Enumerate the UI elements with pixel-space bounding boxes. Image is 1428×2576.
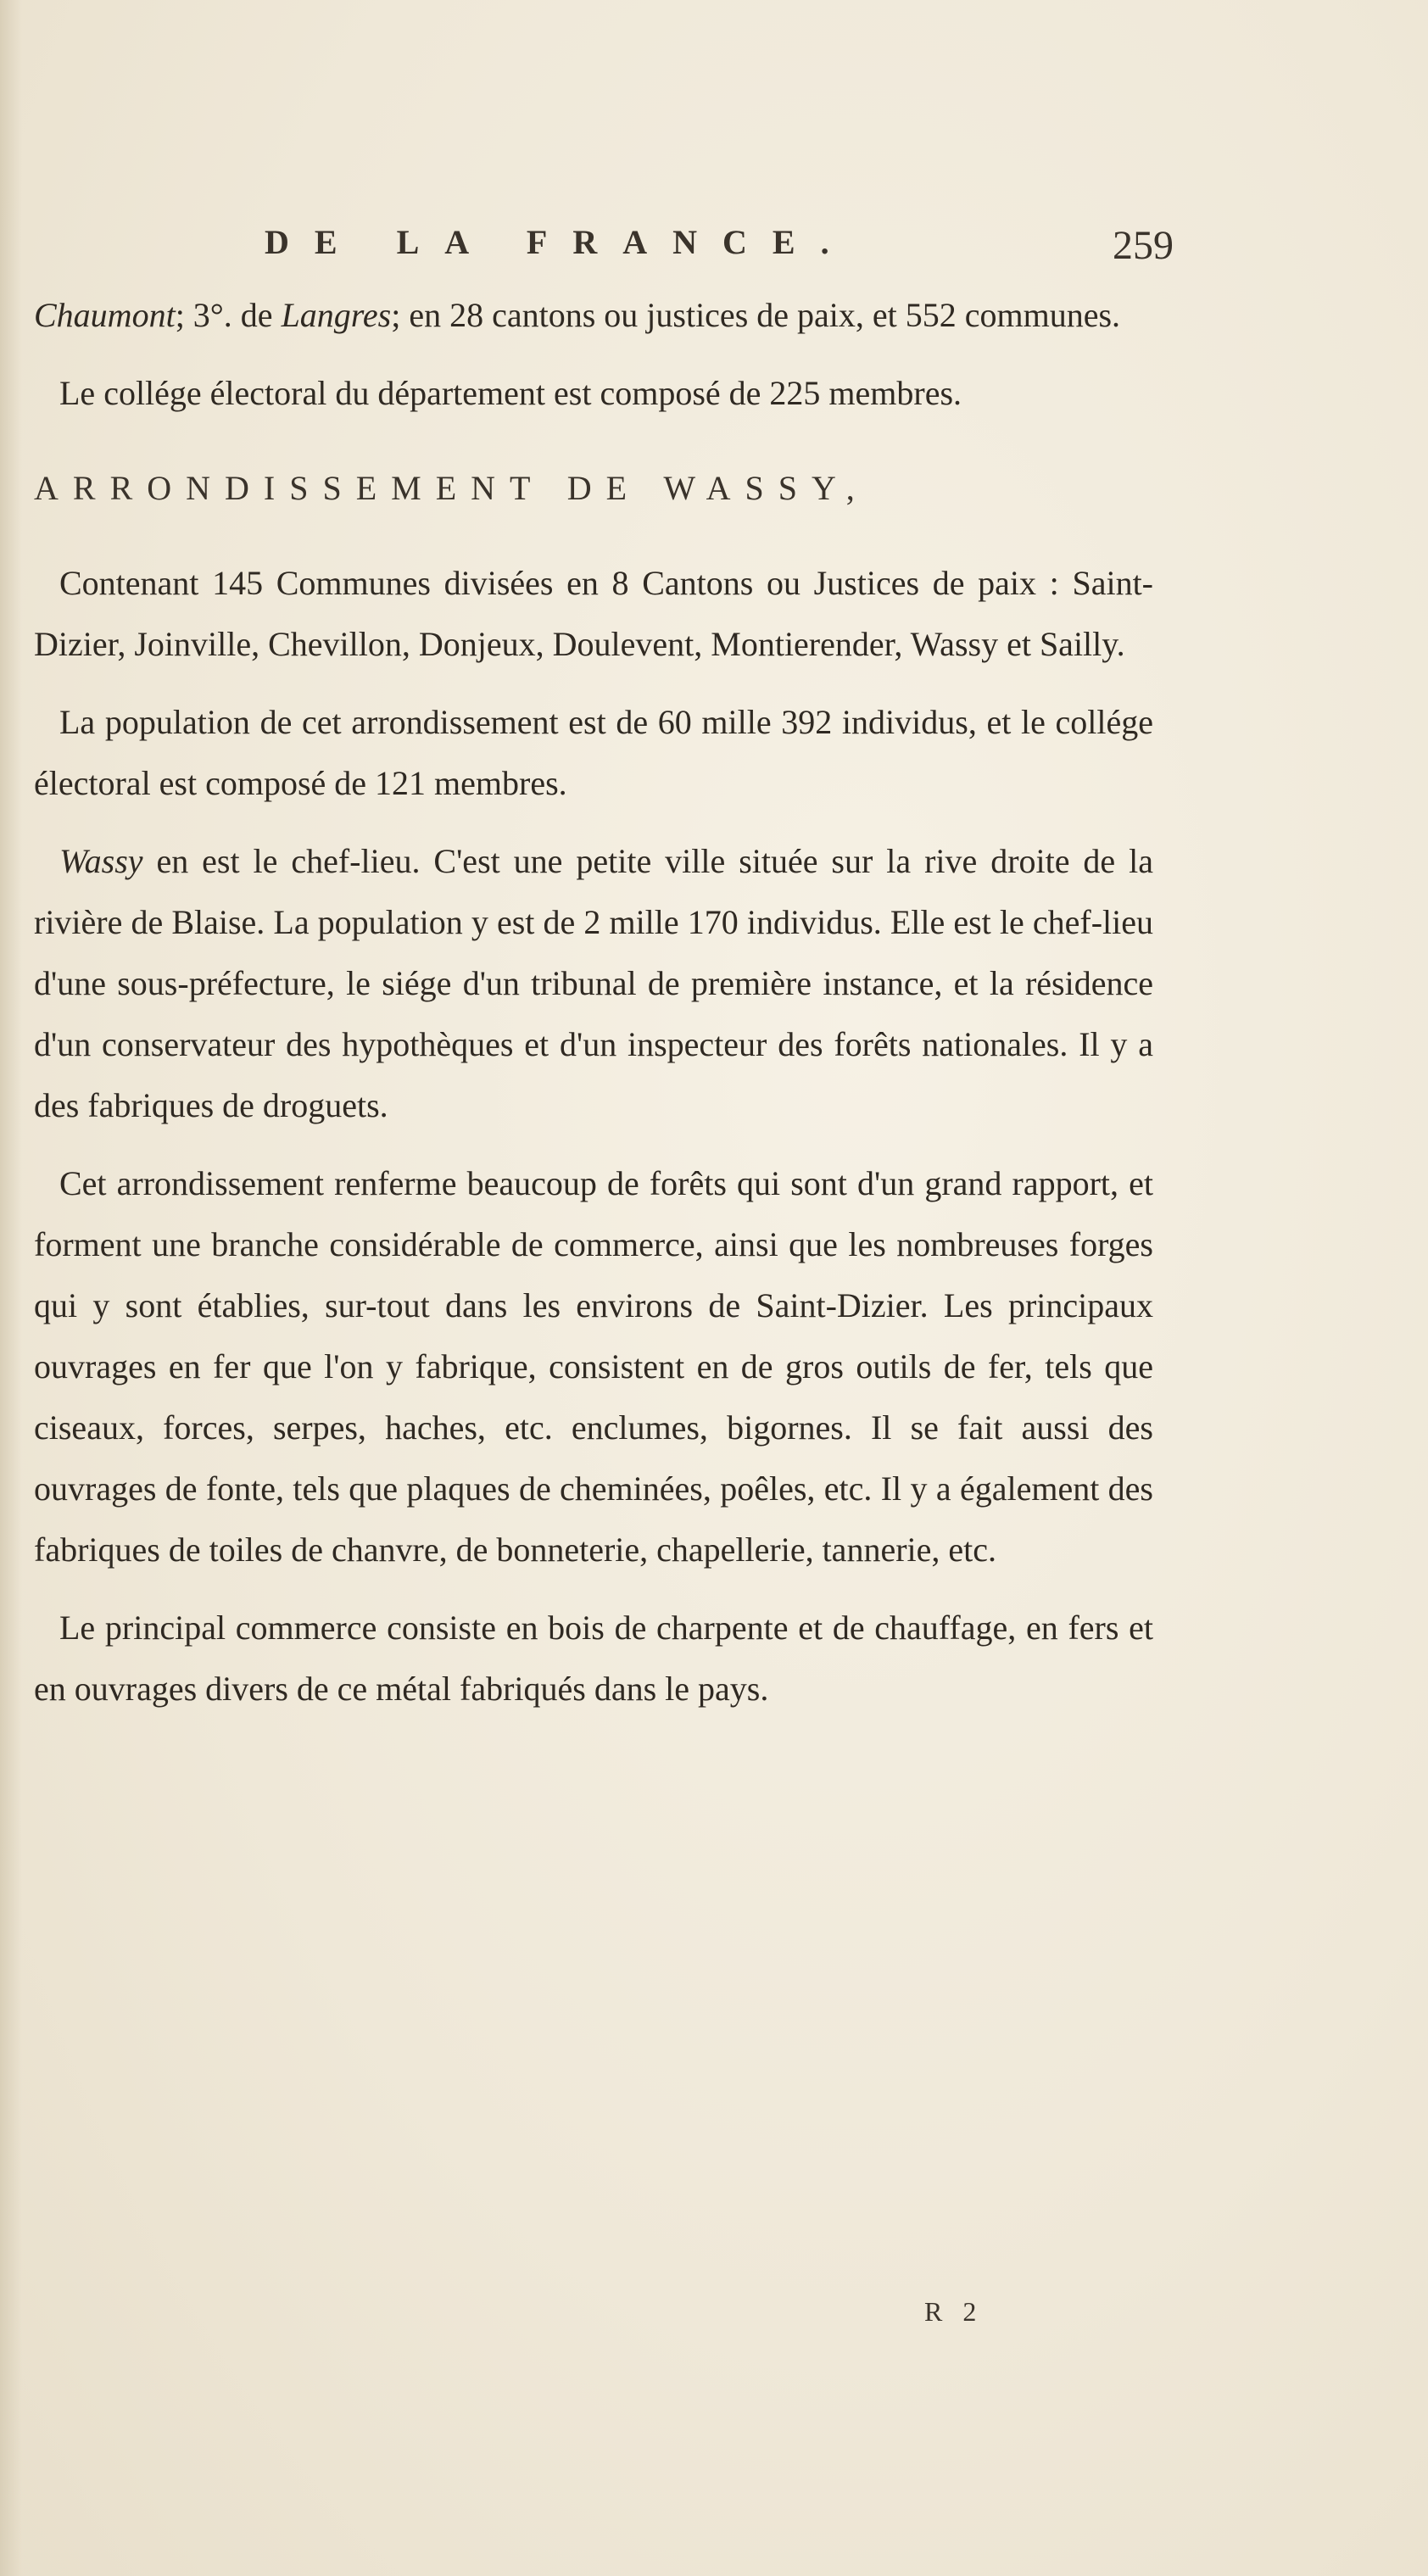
paragraph-industry	[34, 1153, 1153, 1581]
page-header	[265, 222, 1174, 282]
italic-text: Wassy	[59, 842, 143, 880]
text-segment: ; en 28 cantons ou justices de paix, et 552 communes.	[391, 296, 1121, 334]
text-segment: Le collége électoral du département est composé de 225 membres.	[59, 374, 962, 412]
italic-text: Chaumont	[34, 296, 176, 334]
page-number: 259	[1113, 223, 1174, 268]
page-gutter-shadow	[0, 0, 22, 2576]
text-segment: en est le chef-lieu. C'est une petite ville située sur la rive droite de la rivière de Blaise. La population y est de 2 mille 170 individus. Elle est le chef-lieu d'une sous-préfecture, le siége d'un tribunal de première instance, et la résidence d'un conservateur des hypothèques et d'un inspecteur des forêts nationales. Il y a des fabriques de droguets.	[34, 842, 1153, 1124]
text-segment: Le principal commerce consiste en bois de charpente et de chauffage, en fers et en ouvrages divers de ce métal fabriqués dans le pays.	[34, 1609, 1153, 1708]
italic-text: Langres	[281, 296, 392, 334]
text-segment: La population de cet arrondissement est de 60 mille 392 individus, et le collége électoral est composé de 121 membres.	[34, 703, 1153, 802]
text-segment: ; 3°. de	[175, 296, 282, 334]
section-heading: ARRONDISSEMENT DE WASSY,	[34, 469, 869, 507]
paragraph-intro-1	[34, 285, 1153, 346]
body-text	[34, 285, 1153, 1737]
running-head: DE LA FRANCE.	[265, 223, 855, 261]
paragraph-cantons	[34, 553, 1153, 675]
paragraph-commerce	[34, 1597, 1153, 1720]
paragraph-intro-2	[34, 363, 1153, 424]
text-segment: Contenant 145 Communes divisées en 8 Cantons ou Justices de paix : Saint-Dizier, Joinville, Chevillon, Donjeux, Doulevent, Montierender, Wassy et Sailly.	[34, 564, 1153, 663]
text-segment: Cet arrondissement renferme beaucoup de forêts qui sont d'un grand rapport, et forment une branche considérable de commerce, ainsi que les nombreuses forges qui y sont établies, sur-tout dans les environs de Saint-Dizier. Les principaux ouvrages en fer que l'on y fabrique, consistent en de gros outils de fer, tels que ciseaux, forces, serpes, haches, etc. enclumes, bigornes. Il se fait aussi des ouvrages de fonte, tels que plaques de cheminées, poêles, etc. Il y a également des fabriques de toiles de chanvre, de bonneterie, chapellerie, tannerie, etc.	[34, 1164, 1153, 1569]
signature-mark: R 2	[924, 2296, 984, 2327]
paragraph-wassy	[34, 831, 1153, 1136]
paragraph-population	[34, 692, 1153, 814]
